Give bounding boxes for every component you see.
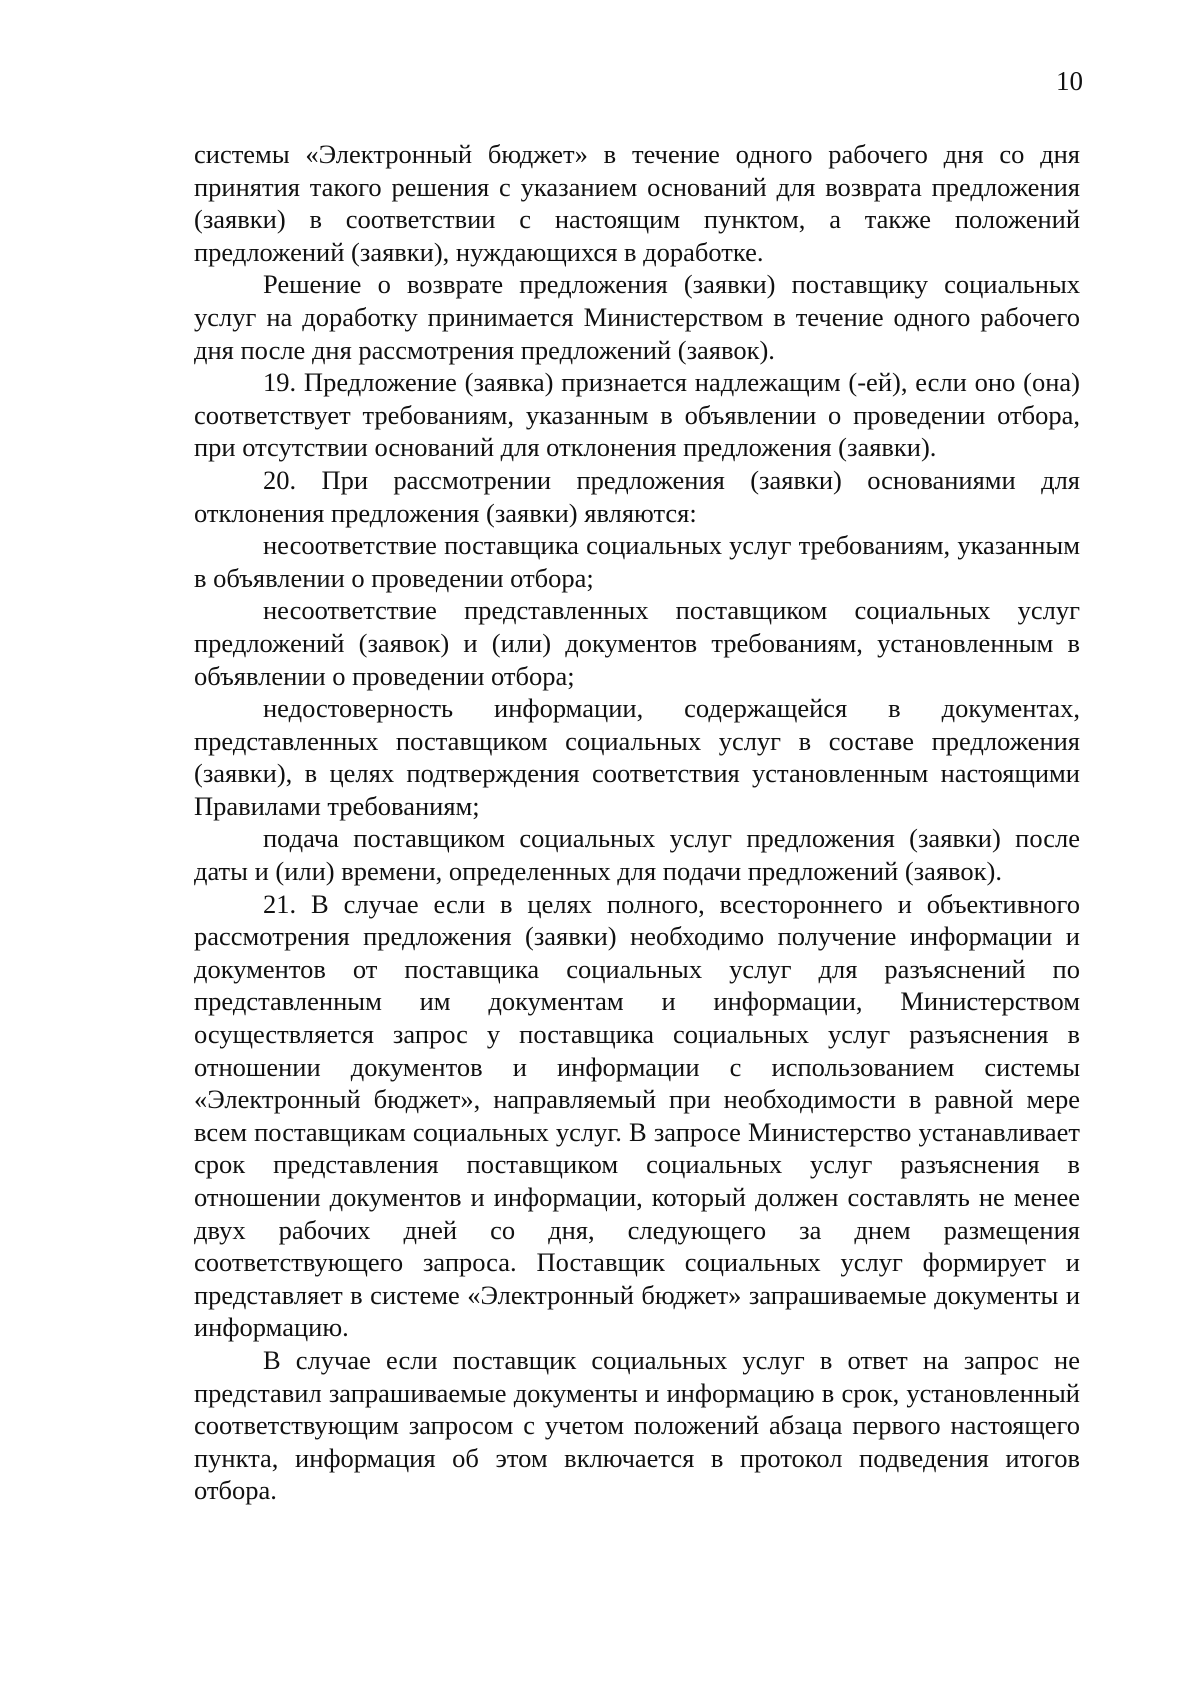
paragraph: несоответствие представленных поставщиком социальных услуг предложений (заявок) и (или) документов требованиям, установленным в объявлении о проведении отбора; (194, 595, 1080, 691)
paragraph: Решение о возврате предложения (заявки) поставщику социальных услуг на доработку принимается Министерством в течение одного рабочего дня после дня рассмотрения предложений (заявок). (194, 269, 1080, 365)
paragraph: подача поставщиком социальных услуг предложения (заявки) после даты и (или) времени, определенных для подачи предложений (заявок). (194, 823, 1080, 887)
page-number: 10 (1056, 66, 1083, 96)
paragraph: несоответствие поставщика социальных услуг требованиям, указанным в объявлении о проведении отбора; (194, 530, 1080, 593)
paragraph: В случае если поставщик социальных услуг в ответ на запрос не представил запрашиваемые документы и информацию в срок, установленный соответствующим запросом с учетом положений абзаца первого настоящего пункта, информация об этом включается в протокол подведения итогов отбора. (194, 1344, 1080, 1506)
paragraph: системы «Электронный бюджет» в течение одного рабочего дня со дня принятия такого решения с указанием оснований для возврата предложения (заявки) в соответствии с настоящим пунктом, а также положений предложений (заявки), нуждающихся в доработке. (194, 139, 1080, 267)
document-body (194, 138, 1080, 1507)
paragraph: 21. В случае если в целях полного, всестороннего и объективного рассмотрения предложения (заявки) необходимо получение информации и документов от поставщика социальных услуг для разъяснений по представленным им документам и информации, Министерством осуществляется запрос у поставщика социальных услуг разъяснения в отношении документов и информации с использованием системы «Электронный бюджет», направляемый при необходимости в равной мере всем поставщикам социальных услуг. В запросе Министерство устанавливает срок представления поставщиком социальных услуг разъяснения в отношении документов и информации, который должен составлять не менее двух рабочих дней со дня, следующего за днем размещения соответствующего запроса. Поставщик социальных услуг формирует и представляет в системе «Электронный бюджет» запрашиваемые документы и информацию. (194, 888, 1080, 1343)
paragraph: недостоверность информации, содержащейся в документах, представленных поставщиком социальных услуг в составе предложения (заявки), в целях подтверждения соответствия установленным настоящими Правилами требованиям; (194, 693, 1080, 821)
paragraph: 20. При рассмотрении предложения (заявки) основаниями для отклонения предложения (заявки) являются: (194, 464, 1080, 528)
paragraph: 19. Предложение (заявка) признается надлежащим (-ей), если оно (она) соответствует требованиям, указанным в объявлении о проведении отбора, при отсутствии оснований для отклонения предложения (заявки). (194, 367, 1080, 463)
